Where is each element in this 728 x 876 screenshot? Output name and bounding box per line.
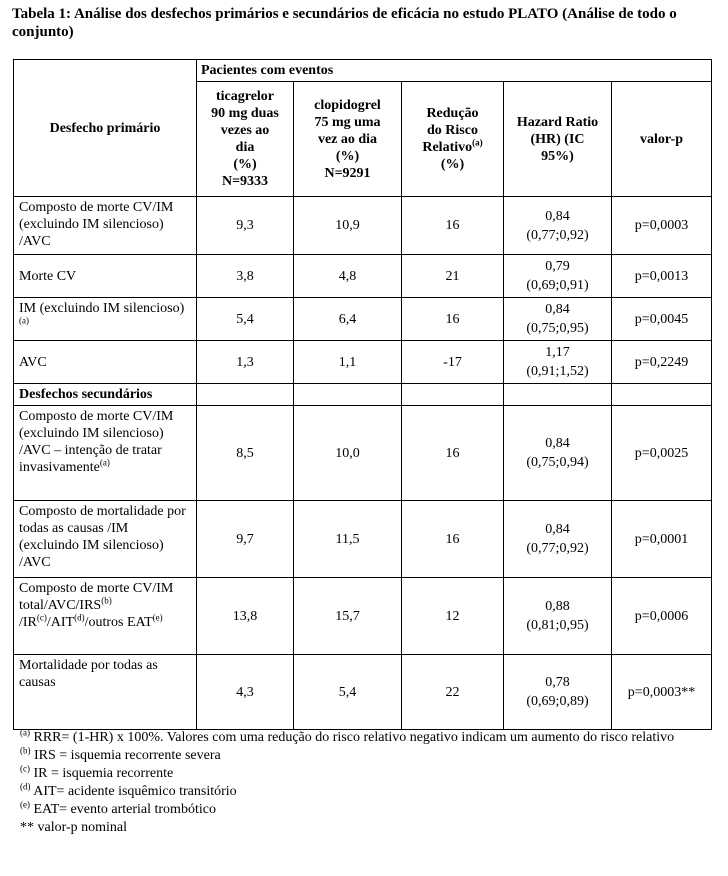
cell-ticagrelor: 13,8 [197, 578, 294, 655]
row-label: Morte CV [14, 255, 197, 298]
cell-hazard-ratio: 0,79 (0,69;0,91) [504, 255, 612, 298]
cell-ticagrelor: 5,4 [197, 298, 294, 341]
row-label: Composto de morte CV/IM total/AVC/IRS$^{(b)}$ /IR$^{(c)}$/AIT$^{(d)}$/outros EAT$^{(e)}$ [14, 578, 197, 655]
cell-ticagrelor: 3,8 [197, 255, 294, 298]
cell-rrr: 16 [402, 501, 504, 578]
cell-ticagrelor: 9,3 [197, 197, 294, 255]
cell-valor-p: p=0,0003** [612, 655, 712, 730]
footnote-nominal: ** valor-p nominal [20, 820, 128, 835]
footnote-b: $^{(b)}$ IRS = isquemia recorrente severa [20, 745, 221, 763]
cell-clopidogrel: 6,4 [294, 298, 402, 341]
footnotes [20, 729, 710, 837]
cell-valor-p: p=0,2249 [612, 341, 712, 384]
cell-hazard-ratio: 0,88 (0,81;0,95) [504, 578, 612, 655]
cell-clopidogrel: 1,1 [294, 341, 402, 384]
cell-clopidogrel: 10,0 [294, 406, 402, 501]
cell-rrr: -17 [402, 341, 504, 384]
row-label: Composto de mortalidade por todas as causas /IM (excluindo IM silencioso) /AVC [14, 501, 197, 578]
footnote-c: $^{(c)}$ IR = isquemia recorrente [20, 763, 174, 781]
header-rrr: Redução do Risco Relativo$^{(a)}$ (%) [402, 82, 504, 197]
table-row [14, 501, 712, 578]
row-label: Composto de morte CV/IM (excluindo IM silencioso) /AVC [14, 197, 197, 255]
footnote-d: $^{(d)}$ AIT= acidente isquêmico transitório [20, 781, 237, 799]
cell-ticagrelor: 8,5 [197, 406, 294, 501]
cell-hazard-ratio: 0,84 (0,77;0,92) [504, 501, 612, 578]
cell-rrr: 21 [402, 255, 504, 298]
cell-rrr: 16 [402, 406, 504, 501]
row-label: Composto de morte CV/IM (excluindo IM silencioso) /AVC – intenção de tratar invasivamente$^{(a)}$ [14, 406, 197, 501]
cell-hazard-ratio: 1,17 (0,91;1,52) [504, 341, 612, 384]
table-row [14, 341, 712, 384]
section-row [14, 384, 712, 406]
cell-clopidogrel: 15,7 [294, 578, 402, 655]
cell-valor-p: p=0,0045 [612, 298, 712, 341]
header-hazard-ratio: Hazard Ratio (HR) (IC 95%) [504, 82, 612, 197]
table-row [14, 255, 712, 298]
header-ticagrelor: ticagrelor 90 mg duas vezes ao dia (%) N=9333 [197, 82, 294, 197]
table-row [14, 298, 712, 341]
cell-clopidogrel: 4,8 [294, 255, 402, 298]
cell-ticagrelor: 1,3 [197, 341, 294, 384]
table-row [14, 655, 712, 730]
row-label: IM (excluindo IM silencioso)$^{(a)}$ [14, 298, 197, 341]
section-desfechos-secundarios: Desfechos secundários [14, 384, 197, 406]
row-label: Mortalidade por todas as causas [14, 655, 197, 730]
cell-hazard-ratio: 0,78 (0,69;0,89) [504, 655, 612, 730]
header-desfecho-primario: Desfecho primário [14, 60, 197, 197]
table-row [14, 406, 712, 501]
header-pacientes-com-eventos: Pacientes com eventos [197, 60, 712, 82]
cell-ticagrelor: 9,7 [197, 501, 294, 578]
table-row [14, 578, 712, 655]
cell-hazard-ratio: 0,84 (0,77;0,92) [504, 197, 612, 255]
footnote-a: $^{(a)}$ RRR= (1-HR) x 100%. Valores com uma redução do risco relativo negativo indicam um aumento do risco relativo [20, 727, 675, 745]
table-title: Tabela 1: Análise dos desfechos primários e secundários de eficácia no estudo PLATO (Análise de todo o conjunto) [12, 6, 677, 40]
cell-valor-p: p=0,0001 [612, 501, 712, 578]
cell-ticagrelor: 4,3 [197, 655, 294, 730]
cell-hazard-ratio: 0,84 (0,75;0,94) [504, 406, 612, 501]
cell-hazard-ratio: 0,84 (0,75;0,95) [504, 298, 612, 341]
row-label: AVC [14, 341, 197, 384]
cell-rrr: 22 [402, 655, 504, 730]
cell-clopidogrel: 11,5 [294, 501, 402, 578]
cell-clopidogrel: 10,9 [294, 197, 402, 255]
header-clopidogrel: clopidogrel 75 mg uma vez ao dia (%) N=9291 [294, 82, 402, 197]
footnote-e: $^{(e)}$ EAT= evento arterial trombótico [20, 799, 216, 817]
cell-rrr: 12 [402, 578, 504, 655]
cell-rrr: 16 [402, 197, 504, 255]
efficacy-table [13, 59, 712, 730]
cell-clopidogrel: 5,4 [294, 655, 402, 730]
cell-valor-p: p=0,0006 [612, 578, 712, 655]
table-row [14, 197, 712, 255]
cell-valor-p: p=0,0025 [612, 406, 712, 501]
cell-valor-p: p=0,0003 [612, 197, 712, 255]
header-valor-p: valor-p [612, 82, 712, 197]
cell-valor-p: p=0,0013 [612, 255, 712, 298]
cell-rrr: 16 [402, 298, 504, 341]
